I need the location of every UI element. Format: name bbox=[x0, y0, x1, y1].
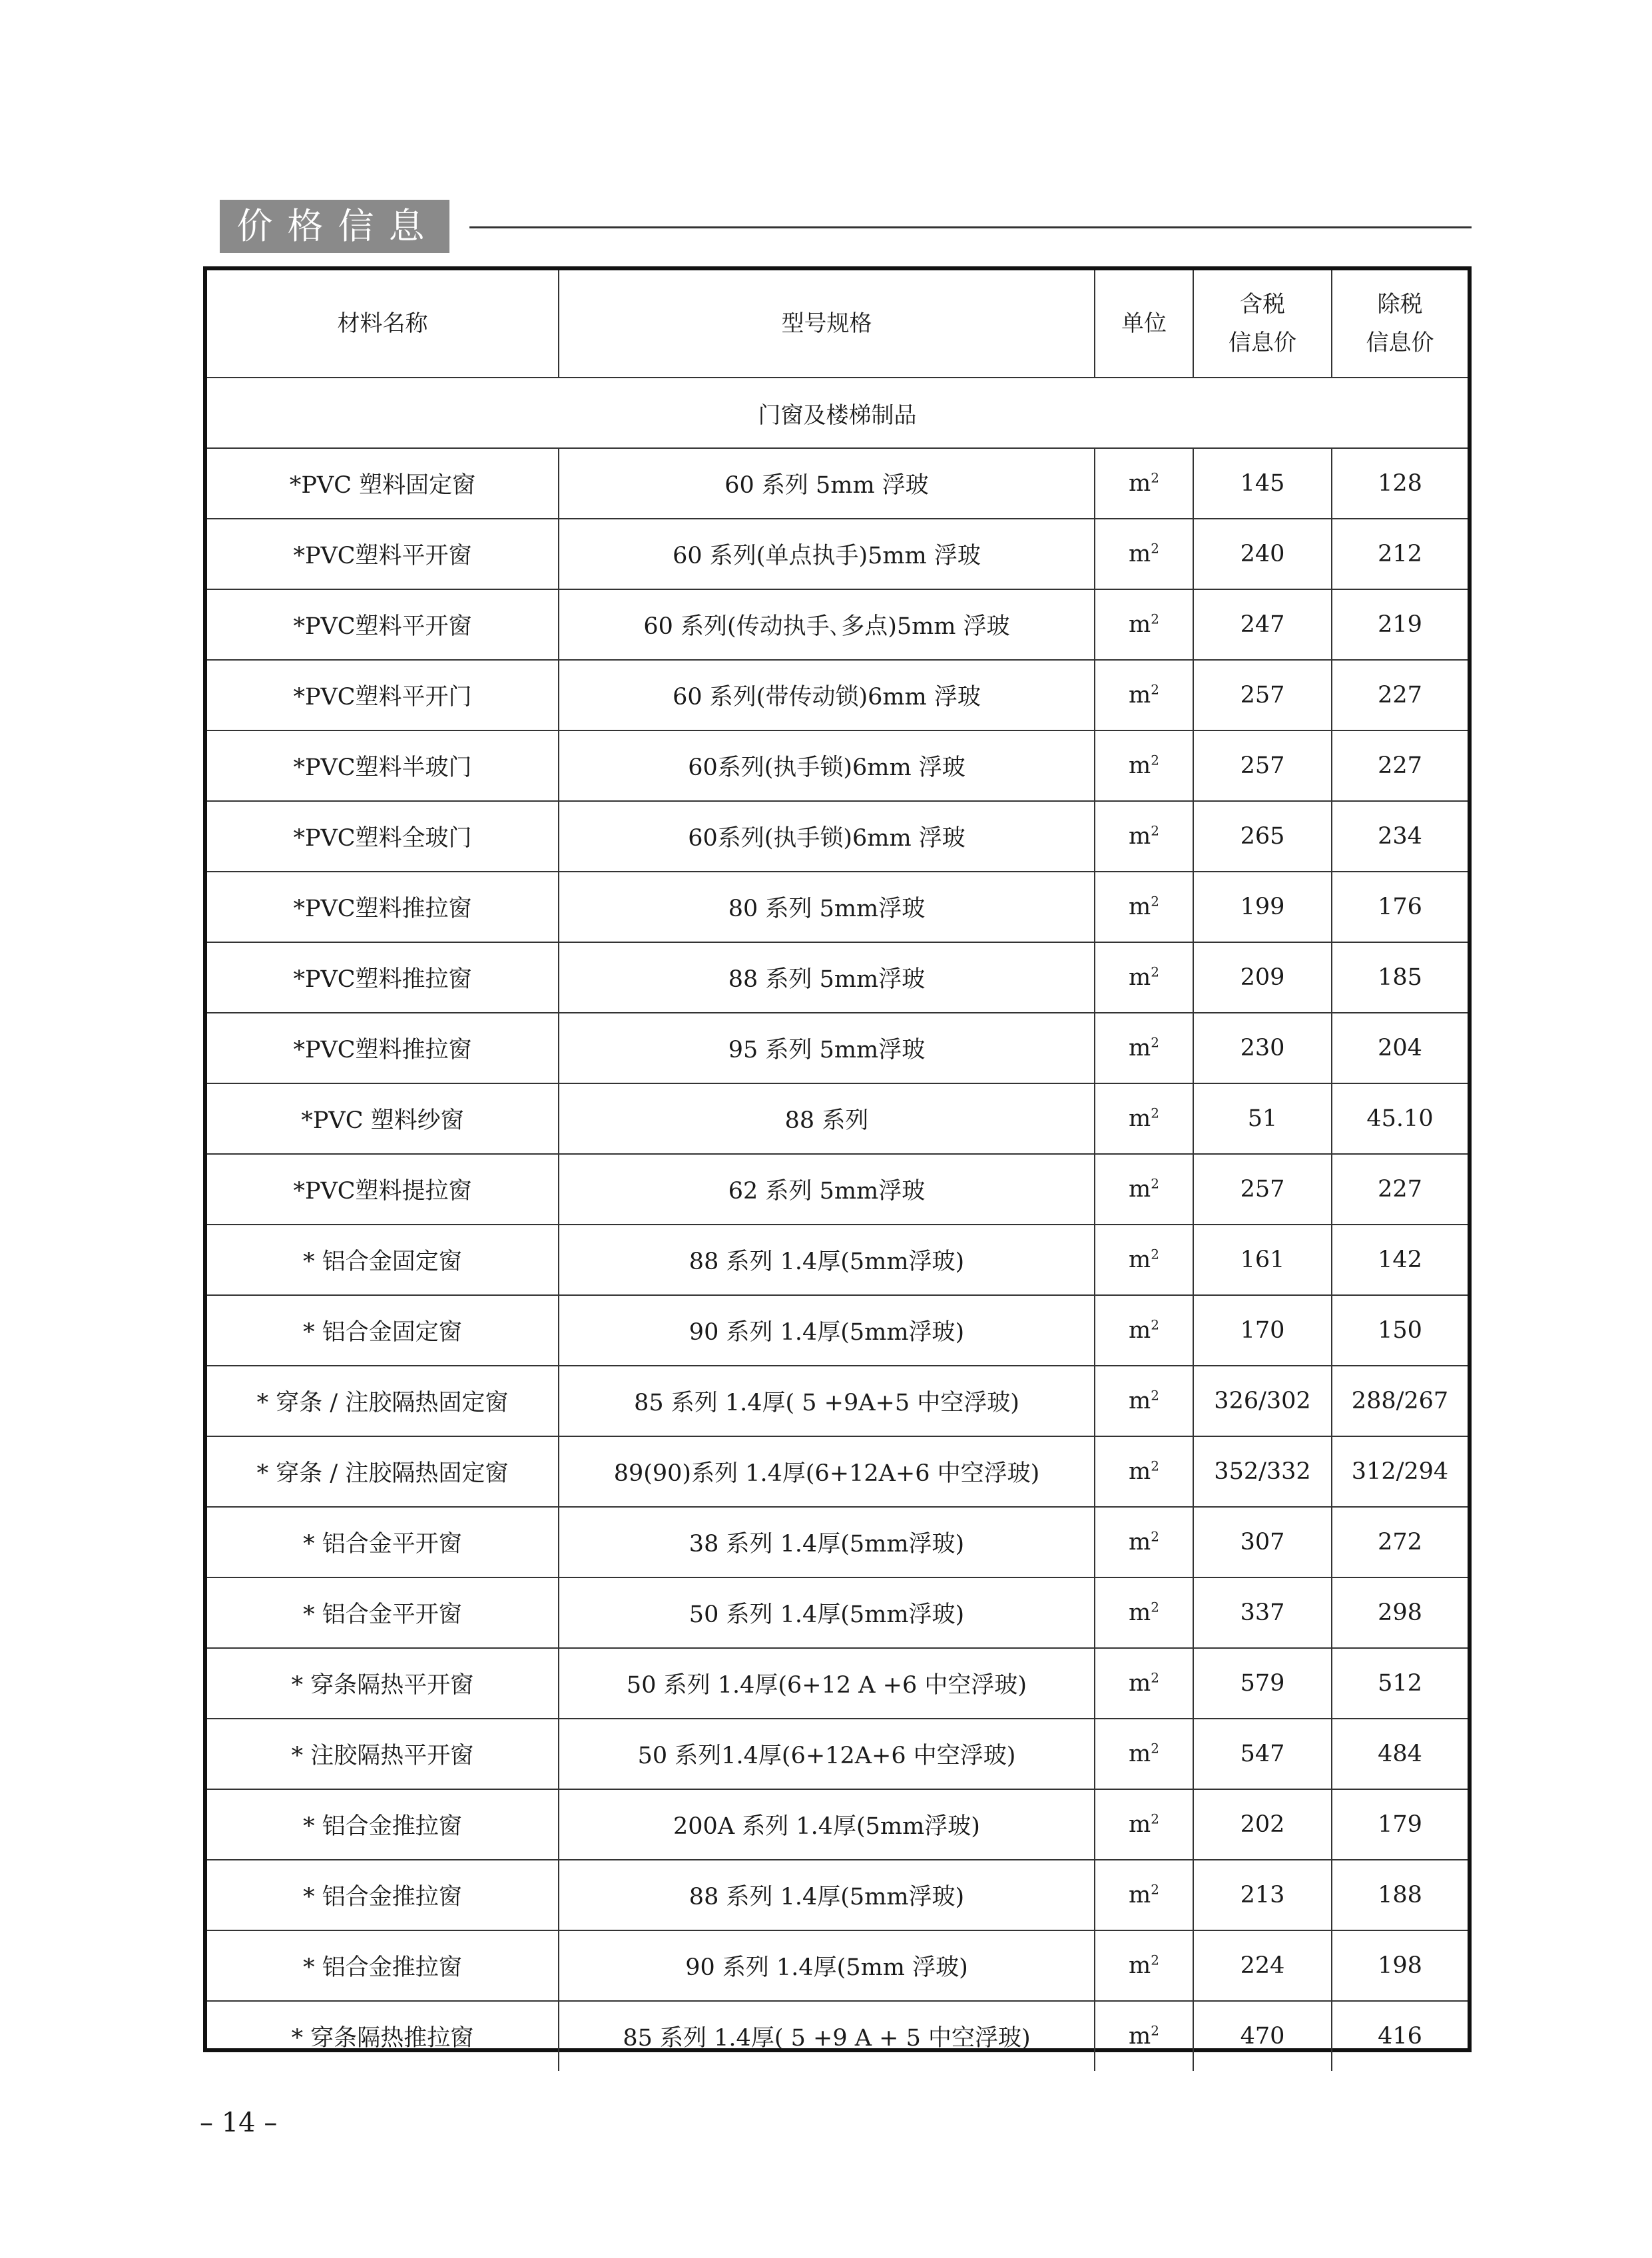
spec-cell: 90 系列 1.4厚(5mm 浮玻) bbox=[559, 1930, 1095, 2001]
column-header-unit: 单位 bbox=[1095, 270, 1193, 378]
table-row bbox=[207, 1507, 1468, 1577]
unit-exponent: 2 bbox=[1151, 752, 1159, 768]
material-name-cell: *PVC塑料推拉窗 bbox=[207, 942, 559, 1013]
unit-exponent: 2 bbox=[1151, 681, 1159, 698]
unit-base: m bbox=[1129, 1811, 1151, 1838]
table-row bbox=[207, 1577, 1468, 1648]
unit-base: m bbox=[1129, 1741, 1151, 1767]
material-name-cell: *PVC 塑料纱窗 bbox=[207, 1083, 559, 1154]
net-price-cell: 128 bbox=[1332, 448, 1468, 519]
unit-base: m bbox=[1129, 894, 1151, 920]
tax-price-cell: 213 bbox=[1193, 1860, 1332, 1930]
net-price-cell: 312/294 bbox=[1332, 1436, 1468, 1507]
table-row bbox=[207, 1225, 1468, 1295]
unit-exponent: 2 bbox=[1151, 1316, 1159, 1333]
unit-base: m bbox=[1129, 752, 1151, 779]
unit-exponent: 2 bbox=[1151, 1952, 1159, 1968]
spec-cell: 60 系列 5mm 浮玻 bbox=[559, 448, 1095, 519]
table-row bbox=[207, 1436, 1468, 1507]
price-table-frame bbox=[203, 266, 1472, 2052]
unit-exponent: 2 bbox=[1151, 1246, 1159, 1263]
spec-cell: 62 系列 5mm浮玻 bbox=[559, 1154, 1095, 1225]
material-name-cell: *PVC塑料半玻门 bbox=[207, 730, 559, 801]
unit-base: m bbox=[1129, 470, 1151, 497]
unit-base: m bbox=[1129, 1599, 1151, 1626]
material-name-cell: * 铝合金固定窗 bbox=[207, 1295, 559, 1366]
tax-price-cell: 224 bbox=[1193, 1930, 1332, 2001]
unit-exponent: 2 bbox=[1151, 540, 1159, 557]
column-header-net-price: 除税 信息价 bbox=[1332, 270, 1468, 378]
unit-exponent: 2 bbox=[1151, 1458, 1159, 1474]
table-row bbox=[207, 519, 1468, 589]
material-name-cell: * 铝合金推拉窗 bbox=[207, 1930, 559, 2001]
tax-price-cell: 547 bbox=[1193, 1719, 1332, 1789]
material-name-cell: *PVC塑料全玻门 bbox=[207, 801, 559, 872]
tax-price-cell: 161 bbox=[1193, 1225, 1332, 1295]
tax-price-cell: 145 bbox=[1193, 448, 1332, 519]
table-row bbox=[207, 1295, 1468, 1366]
table-row bbox=[207, 2001, 1468, 2071]
net-price-cell: 227 bbox=[1332, 730, 1468, 801]
unit-cell bbox=[1095, 1295, 1193, 1366]
column-header-name: 材料名称 bbox=[207, 270, 559, 378]
net-price-cell: 288/267 bbox=[1332, 1366, 1468, 1436]
tax-price-cell: 240 bbox=[1193, 519, 1332, 589]
spec-cell: 90 系列 1.4厚(5mm浮玻) bbox=[559, 1295, 1095, 1366]
table-row bbox=[207, 872, 1468, 942]
table-row bbox=[207, 1083, 1468, 1154]
unit-base: m bbox=[1129, 1317, 1151, 1344]
net-price-cell: 272 bbox=[1332, 1507, 1468, 1577]
unit-exponent: 2 bbox=[1151, 1811, 1159, 1827]
tax-price-cell: 326/302 bbox=[1193, 1366, 1332, 1436]
unit-cell bbox=[1095, 1648, 1193, 1719]
table-row bbox=[207, 1366, 1468, 1436]
material-name-cell: *PVC塑料平开窗 bbox=[207, 519, 559, 589]
unit-exponent: 2 bbox=[1151, 1034, 1159, 1051]
unit-base: m bbox=[1129, 541, 1151, 567]
unit-base: m bbox=[1129, 1035, 1151, 1061]
unit-exponent: 2 bbox=[1151, 1740, 1159, 1757]
table-row bbox=[207, 1154, 1468, 1225]
net-price-cell: 212 bbox=[1332, 519, 1468, 589]
unit-exponent: 2 bbox=[1151, 1599, 1159, 1615]
unit-cell bbox=[1095, 730, 1193, 801]
table-row bbox=[207, 942, 1468, 1013]
net-price-cell: 176 bbox=[1332, 872, 1468, 942]
unit-exponent: 2 bbox=[1151, 964, 1159, 980]
unit-exponent: 2 bbox=[1151, 469, 1159, 486]
material-name-cell: * 穿条 / 注胶隔热固定窗 bbox=[207, 1436, 559, 1507]
unit-base: m bbox=[1129, 682, 1151, 708]
unit-base: m bbox=[1129, 1882, 1151, 1908]
material-name-cell: *PVC塑料推拉窗 bbox=[207, 1013, 559, 1083]
spec-cell: 60系列(执手锁)6mm 浮玻 bbox=[559, 801, 1095, 872]
unit-base: m bbox=[1129, 1105, 1151, 1132]
spec-cell: 80 系列 5mm浮玻 bbox=[559, 872, 1095, 942]
tax-price-cell: 247 bbox=[1193, 589, 1332, 660]
unit-cell bbox=[1095, 872, 1193, 942]
table-row bbox=[207, 1930, 1468, 2001]
net-price-cell: 416 bbox=[1332, 2001, 1468, 2071]
net-price-cell: 185 bbox=[1332, 942, 1468, 1013]
unit-exponent: 2 bbox=[1151, 893, 1159, 910]
spec-cell: 50 系列 1.4厚(5mm浮玻) bbox=[559, 1577, 1095, 1648]
material-name-cell: *PVC塑料提拉窗 bbox=[207, 1154, 559, 1225]
spec-cell: 88 系列 bbox=[559, 1083, 1095, 1154]
net-price-cell: 512 bbox=[1332, 1648, 1468, 1719]
table-row bbox=[207, 1719, 1468, 1789]
spec-cell: 60系列(执手锁)6mm 浮玻 bbox=[559, 730, 1095, 801]
column-header-tax-price: 含税 信息价 bbox=[1193, 270, 1332, 378]
tax-price-cell: 579 bbox=[1193, 1648, 1332, 1719]
unit-cell bbox=[1095, 1366, 1193, 1436]
material-name-cell: * 穿条隔热推拉窗 bbox=[207, 2001, 559, 2071]
net-price-cell: 227 bbox=[1332, 1154, 1468, 1225]
unit-exponent: 2 bbox=[1151, 822, 1159, 839]
tax-price-cell: 257 bbox=[1193, 1154, 1332, 1225]
table-row bbox=[207, 1013, 1468, 1083]
price-table bbox=[207, 270, 1468, 2071]
net-price-cell: 204 bbox=[1332, 1013, 1468, 1083]
unit-cell bbox=[1095, 1930, 1193, 2001]
net-price-cell: 188 bbox=[1332, 1860, 1468, 1930]
material-name-cell: * 穿条 / 注胶隔热固定窗 bbox=[207, 1366, 559, 1436]
net-price-cell: 484 bbox=[1332, 1719, 1468, 1789]
unit-cell bbox=[1095, 1225, 1193, 1295]
unit-cell bbox=[1095, 1154, 1193, 1225]
material-name-cell: * 铝合金推拉窗 bbox=[207, 1860, 559, 1930]
tax-price-cell: 209 bbox=[1193, 942, 1332, 1013]
spec-cell: 50 系列 1.4厚(6+12 A +6 中空浮玻) bbox=[559, 1648, 1095, 1719]
tax-price-cell: 202 bbox=[1193, 1789, 1332, 1860]
table-body bbox=[207, 378, 1468, 2071]
unit-exponent: 2 bbox=[1151, 1387, 1159, 1404]
material-name-cell: * 注胶隔热平开窗 bbox=[207, 1719, 559, 1789]
table-row bbox=[207, 1648, 1468, 1719]
tax-price-cell: 230 bbox=[1193, 1013, 1332, 1083]
unit-base: m bbox=[1129, 1247, 1151, 1273]
unit-cell bbox=[1095, 2001, 1193, 2071]
spec-cell: 85 系列 1.4厚( 5 +9 A + 5 中空浮玻) bbox=[559, 2001, 1095, 2071]
unit-cell bbox=[1095, 1789, 1193, 1860]
material-name-cell: *PVC塑料平开窗 bbox=[207, 589, 559, 660]
header-divider bbox=[469, 226, 1472, 228]
table-row bbox=[207, 801, 1468, 872]
unit-cell bbox=[1095, 942, 1193, 1013]
section-row bbox=[207, 378, 1468, 448]
table-header-row bbox=[207, 270, 1468, 378]
unit-cell bbox=[1095, 1436, 1193, 1507]
net-price-cell: 142 bbox=[1332, 1225, 1468, 1295]
material-name-cell: *PVC塑料推拉窗 bbox=[207, 872, 559, 942]
unit-cell bbox=[1095, 589, 1193, 660]
table-row bbox=[207, 1789, 1468, 1860]
spec-cell: 88 系列 1.4厚(5mm浮玻) bbox=[559, 1860, 1095, 1930]
net-price-cell: 298 bbox=[1332, 1577, 1468, 1648]
unit-cell bbox=[1095, 519, 1193, 589]
unit-cell bbox=[1095, 1013, 1193, 1083]
unit-base: m bbox=[1129, 1176, 1151, 1203]
spec-cell: 95 系列 5mm浮玻 bbox=[559, 1013, 1095, 1083]
unit-cell bbox=[1095, 660, 1193, 730]
unit-base: m bbox=[1129, 1952, 1151, 1979]
material-name-cell: * 铝合金平开窗 bbox=[207, 1507, 559, 1577]
unit-cell bbox=[1095, 1507, 1193, 1577]
unit-exponent: 2 bbox=[1151, 1105, 1159, 1121]
table-row bbox=[207, 589, 1468, 660]
net-price-cell: 227 bbox=[1332, 660, 1468, 730]
unit-base: m bbox=[1129, 1388, 1151, 1414]
tax-price-cell: 257 bbox=[1193, 730, 1332, 801]
unit-cell bbox=[1095, 1083, 1193, 1154]
material-name-cell: * 铝合金平开窗 bbox=[207, 1577, 559, 1648]
unit-exponent: 2 bbox=[1151, 2022, 1159, 2039]
tax-price-cell: 307 bbox=[1193, 1507, 1332, 1577]
unit-base: m bbox=[1129, 611, 1151, 638]
material-name-cell: * 铝合金固定窗 bbox=[207, 1225, 559, 1295]
table-row bbox=[207, 660, 1468, 730]
page-number: – 14 – bbox=[200, 2108, 278, 2138]
column-header-spec: 型号规格 bbox=[559, 270, 1095, 378]
tax-price-cell: 337 bbox=[1193, 1577, 1332, 1648]
unit-cell bbox=[1095, 1719, 1193, 1789]
unit-exponent: 2 bbox=[1151, 611, 1159, 627]
spec-cell: 60 系列(单点执手)5mm 浮玻 bbox=[559, 519, 1095, 589]
material-name-cell: *PVC 塑料固定窗 bbox=[207, 448, 559, 519]
unit-exponent: 2 bbox=[1151, 1881, 1159, 1898]
net-price-cell: 198 bbox=[1332, 1930, 1468, 2001]
tax-price-cell: 470 bbox=[1193, 2001, 1332, 2071]
table-row bbox=[207, 1860, 1468, 1930]
section-header-tag: 价格信息 bbox=[220, 200, 449, 253]
tax-price-cell: 51 bbox=[1193, 1083, 1332, 1154]
spec-cell: 60 系列(带传动锁)6mm 浮玻 bbox=[559, 660, 1095, 730]
unit-exponent: 2 bbox=[1151, 1669, 1159, 1686]
tax-price-cell: 257 bbox=[1193, 660, 1332, 730]
net-price-cell: 179 bbox=[1332, 1789, 1468, 1860]
unit-base: m bbox=[1129, 2023, 1151, 2050]
unit-cell bbox=[1095, 1860, 1193, 1930]
tax-price-cell: 265 bbox=[1193, 801, 1332, 872]
spec-cell: 88 系列 1.4厚(5mm浮玻) bbox=[559, 1225, 1095, 1295]
unit-cell bbox=[1095, 801, 1193, 872]
net-price-cell: 219 bbox=[1332, 589, 1468, 660]
unit-exponent: 2 bbox=[1151, 1175, 1159, 1192]
tax-price-cell: 352/332 bbox=[1193, 1436, 1332, 1507]
unit-cell bbox=[1095, 448, 1193, 519]
spec-cell: 89(90)系列 1.4厚(6+12A+6 中空浮玻) bbox=[559, 1436, 1095, 1507]
unit-base: m bbox=[1129, 1670, 1151, 1697]
unit-cell bbox=[1095, 1577, 1193, 1648]
spec-cell: 60 系列(传动执手､多点)5mm 浮玻 bbox=[559, 589, 1095, 660]
spec-cell: 200A 系列 1.4厚(5mm浮玻) bbox=[559, 1789, 1095, 1860]
unit-base: m bbox=[1129, 964, 1151, 991]
spec-cell: 50 系列1.4厚(6+12A+6 中空浮玻) bbox=[559, 1719, 1095, 1789]
section-title: 门窗及楼梯制品 bbox=[207, 378, 1468, 448]
net-price-cell: 150 bbox=[1332, 1295, 1468, 1366]
spec-cell: 38 系列 1.4厚(5mm浮玻) bbox=[559, 1507, 1095, 1577]
unit-base: m bbox=[1129, 1458, 1151, 1485]
spec-cell: 88 系列 5mm浮玻 bbox=[559, 942, 1095, 1013]
material-name-cell: * 穿条隔热平开窗 bbox=[207, 1648, 559, 1719]
table-row bbox=[207, 448, 1468, 519]
table-row bbox=[207, 730, 1468, 801]
unit-base: m bbox=[1129, 1529, 1151, 1555]
spec-cell: 85 系列 1.4厚( 5 +9A+5 中空浮玻) bbox=[559, 1366, 1095, 1436]
net-price-cell: 45.10 bbox=[1332, 1083, 1468, 1154]
tax-price-cell: 170 bbox=[1193, 1295, 1332, 1366]
tax-price-cell: 199 bbox=[1193, 872, 1332, 942]
unit-exponent: 2 bbox=[1151, 1528, 1159, 1545]
unit-base: m bbox=[1129, 823, 1151, 850]
material-name-cell: * 铝合金推拉窗 bbox=[207, 1789, 559, 1860]
net-price-cell: 234 bbox=[1332, 801, 1468, 872]
material-name-cell: *PVC塑料平开门 bbox=[207, 660, 559, 730]
